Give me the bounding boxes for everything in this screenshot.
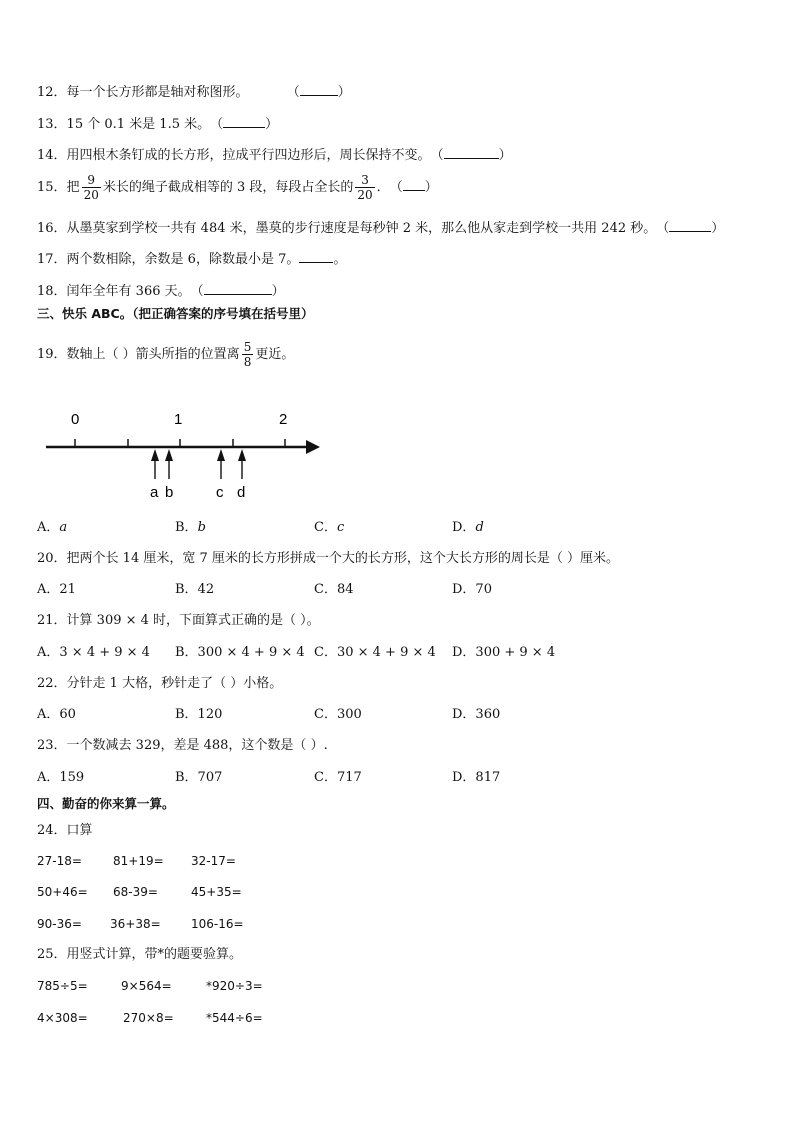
question-number: 17． [37, 252, 67, 267]
oral-calc-item[interactable]: 27-18= [37, 854, 82, 868]
fraction-5-8: $\frac{5}{8}$ [243, 340, 252, 369]
section-title-3: 三、快乐 ABC。（把正确答案的序号填在括号里） [37, 306, 314, 321]
vertical-calc-item[interactable]: 270×8= [123, 1011, 174, 1025]
question-12 [37, 82, 351, 102]
arrow-label-c: c [216, 484, 224, 501]
axis-label-1: 1 [174, 411, 183, 428]
question-text: 15 个 0.1 米是 1.5 米。 [66, 117, 211, 132]
oral-calc-item[interactable]: 68-39= [113, 885, 158, 899]
question-19: 19．数轴上（ ）箭头所指的位置离 $\frac{5}{8}$ 更近。 [37, 340, 295, 369]
question-23: 23．一个数减去 329，差是 488，这个数是（ ）. [37, 738, 328, 753]
question-number: 13． [37, 117, 67, 132]
vertical-calc-item[interactable]: 785÷5= [37, 979, 88, 993]
q21-option-d[interactable]: D．300 + 9 × 4 [452, 645, 556, 660]
question-15: 15．把 $\frac{9}{20}$ 米长的绳子截成相等的 3 段，每段占全长的 $\frac{3}{20}$ ．（ ） [37, 171, 438, 205]
arrow-label-b: b [165, 484, 174, 501]
axis-label-0: 0 [71, 411, 80, 428]
vertical-calc-item[interactable]: *544÷6= [206, 1011, 263, 1025]
question-text: 两个数相除，余数是 6，除数最小是 7。 [66, 252, 300, 267]
answer-blank[interactable] [669, 218, 711, 232]
question-text: 闰年全年有 366 天。 [66, 284, 191, 299]
q19-option-b[interactable]: B．b [175, 520, 206, 535]
question-21: 21．计算 309 × 4 时，下面算式正确的是（ ）。 [37, 613, 320, 628]
question-16 [37, 218, 724, 238]
oral-calc-item[interactable]: 106-16= [191, 917, 244, 931]
arrow-label-a: a [150, 484, 159, 501]
q19-option-d[interactable]: D．d [452, 520, 484, 535]
arrow-b-icon [165, 449, 173, 461]
answer-blank[interactable] [223, 114, 265, 128]
answer-bracket[interactable]: （ ） [431, 145, 512, 165]
question-17: 17．两个数相除，余数是 6，除数最小是 7。 。 [37, 249, 346, 269]
section-title-4: 四、勤奋的你来算一算。 [37, 796, 175, 811]
oral-calc-item[interactable]: 90-36= [37, 917, 82, 931]
oral-calc-item[interactable]: 45+35= [191, 885, 242, 899]
question-14 [37, 145, 512, 165]
question-number: 15． [37, 180, 67, 195]
arrow-a-icon [151, 449, 159, 461]
question-text: 用四根木条钉成的长方形，拉成平行四边形后，周长保持不变。 [66, 148, 431, 163]
oral-calc-item[interactable]: 50+46= [37, 885, 88, 899]
answer-blank[interactable] [204, 281, 272, 295]
q23-option-b[interactable]: B．707 [175, 770, 223, 785]
q22-option-a[interactable]: A．60 [37, 707, 76, 722]
answer-blank[interactable] [444, 145, 499, 159]
arrow-label-d: d [237, 484, 246, 501]
answer-bracket[interactable]: （ ） [287, 82, 351, 102]
oral-calc-item[interactable]: 81+19= [113, 854, 164, 868]
q23-option-c[interactable]: C．717 [314, 770, 362, 785]
q19-option-c[interactable]: C．c [314, 520, 345, 535]
q22-option-b[interactable]: B．120 [175, 707, 223, 722]
fraction-9-20: $\frac{9}{20}$ [83, 173, 99, 202]
q20-option-a[interactable]: A．21 [37, 582, 76, 597]
answer-bracket[interactable]: （ ） [390, 171, 438, 205]
question-number: 16． [37, 221, 67, 236]
q20-option-d[interactable]: D．70 [452, 582, 492, 597]
oral-calc-item[interactable]: 36+38= [110, 917, 161, 931]
vertical-calc-item[interactable]: *920÷3= [206, 979, 263, 993]
axis-arrowhead [306, 440, 320, 454]
arrow-c-icon [217, 449, 225, 461]
vertical-calc-item[interactable]: 9×564= [121, 979, 172, 993]
answer-bracket[interactable]: （ ） [656, 218, 724, 238]
question-number: 18． [37, 284, 67, 299]
axis-label-2: 2 [279, 411, 288, 428]
question-13 [37, 114, 278, 134]
q23-option-a[interactable]: A．159 [37, 770, 85, 785]
fraction-3-20: $\frac{3}{20}$ [357, 173, 373, 202]
number-line-figure [40, 405, 330, 505]
q20-option-b[interactable]: B．42 [175, 582, 215, 597]
q21-option-c[interactable]: C．30 × 4 + 9 × 4 [314, 645, 436, 660]
q21-option-a[interactable]: A．3 × 4 + 9 × 4 [37, 645, 150, 660]
answer-bracket[interactable]: （ ） [191, 281, 285, 301]
answer-blank[interactable] [299, 249, 333, 263]
question-20: 20．把两个长 14 厘米，宽 7 厘米的长方形拼成一个大的长方形，这个大长方形的周长是（ ）厘米。 [37, 551, 620, 566]
question-25: 25．用竖式计算，带*的题要验算。 [37, 947, 243, 962]
question-18 [37, 281, 285, 301]
answer-blank[interactable] [300, 82, 338, 96]
q22-option-d[interactable]: D．360 [452, 707, 501, 722]
answer-blank[interactable] [403, 177, 425, 191]
q21-option-b[interactable]: B．300 × 4 + 9 × 4 [175, 645, 305, 660]
question-number: 14． [37, 148, 67, 163]
question-text: 每一个长方形都是轴对称图形。 [66, 85, 249, 100]
q22-option-c[interactable]: C．300 [314, 707, 362, 722]
question-number: 19． [37, 347, 67, 362]
oral-calc-item[interactable]: 32-17= [191, 854, 236, 868]
question-22: 22．分针走 1 大格，秒针走了（ ）小格。 [37, 676, 283, 691]
question-24: 24．口算 [37, 823, 93, 838]
arrow-d-icon [238, 449, 246, 461]
q20-option-c[interactable]: C．84 [314, 582, 354, 597]
vertical-calc-item[interactable]: 4×308= [37, 1011, 88, 1025]
q23-option-d[interactable]: D．817 [452, 770, 501, 785]
question-text: 从墨莫家到学校一共有 484 米，墨莫的步行速度是每秒钟 2 米，那么他从家走到学校一共用 242 秒。 [66, 221, 657, 236]
q19-option-a[interactable]: A．a [37, 520, 68, 535]
answer-bracket[interactable]: （ ） [210, 114, 278, 134]
question-number: 12． [37, 85, 67, 100]
